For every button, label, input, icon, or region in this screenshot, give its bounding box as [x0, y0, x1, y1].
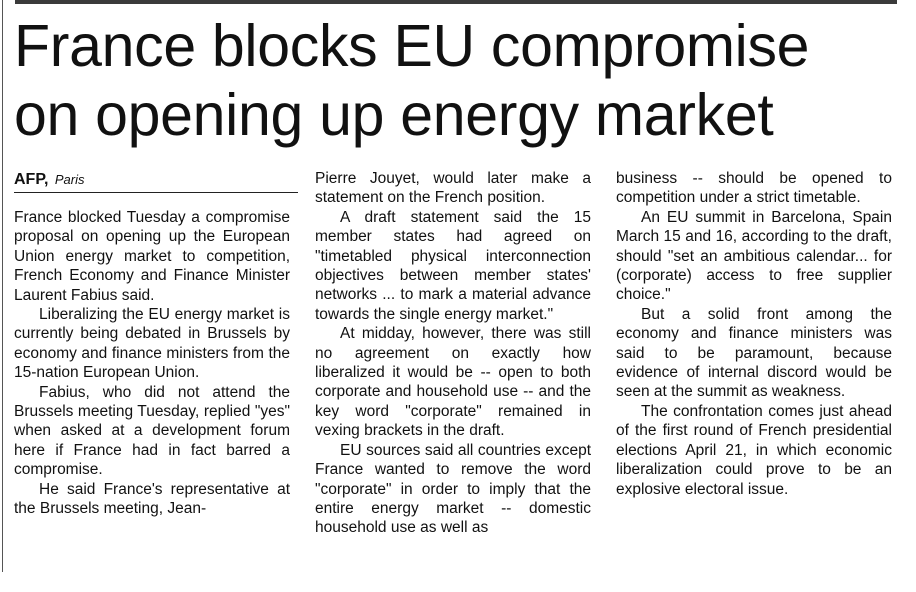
paragraph: But a solid front among the economy and finance ministers was said to be paramount, because evidence of internal discord would be seen at the summit as weakness.: [616, 305, 892, 401]
paragraph: An EU summit in Barcelona, Spain March 15 and 16, according to the draft, should "set an ambitious calendar... for (corporate) access to free supplier choice.": [616, 208, 892, 304]
paragraph: A draft statement said the 15 member states had agreed on "timetabled physical interconnection objectives between member states' networks ... to mark a material advance towards the single energy market.": [315, 208, 591, 323]
headline-line-2: on opening up energy market: [14, 82, 774, 148]
byline-agency: AFP,: [14, 171, 49, 188]
paragraph: The confrontation comes just ahead of the first round of French presidential elections April 21, in which economic liberalization could prove to be an explosive electoral issue.: [616, 402, 892, 498]
left-border-rule: [2, 0, 3, 572]
paragraph: EU sources said all countries except France wanted to remove the word "corporate" in order to imply that the entire energy market -- domestic household use as well as: [315, 441, 591, 537]
paragraph: France blocked Tuesday a compromise proposal on opening up the European Union energy market to competition, French Economy and Finance Minister Laurent Fabius said.: [14, 209, 290, 304]
byline: [14, 170, 298, 193]
paragraph: Pierre Jouyet, would later make a statement on the French position.: [315, 170, 591, 207]
article-column-2: [315, 169, 591, 538]
paragraph: business -- should be opened to competition under a strict timetable.: [616, 170, 892, 207]
paragraph: Fabius, who did not attend the Brussels meeting Tuesday, replied "yes" when asked at a development forum here if France had in fact barred a compromise.: [14, 383, 290, 479]
paragraph: At midday, however, there was still no agreement on exactly how liberalized it would be -- open to both corporate and household use -- and the key word "corporate" remained in vexing brackets in the draft.: [315, 325, 591, 440]
article-column-1: [14, 208, 290, 519]
article-headline: [14, 12, 904, 150]
top-rule: [15, 0, 897, 4]
paragraph: He said France's representative at the Brussels meeting, Jean-: [14, 480, 290, 518]
paragraph: Liberalizing the EU energy market is currently being debated in Brussels by economy and finance ministers from the 15-nation European Union.: [14, 306, 290, 382]
byline-city: Paris: [54, 172, 85, 187]
article-column-3: [616, 169, 892, 499]
headline-line-1: France blocks EU compromise: [14, 13, 810, 79]
